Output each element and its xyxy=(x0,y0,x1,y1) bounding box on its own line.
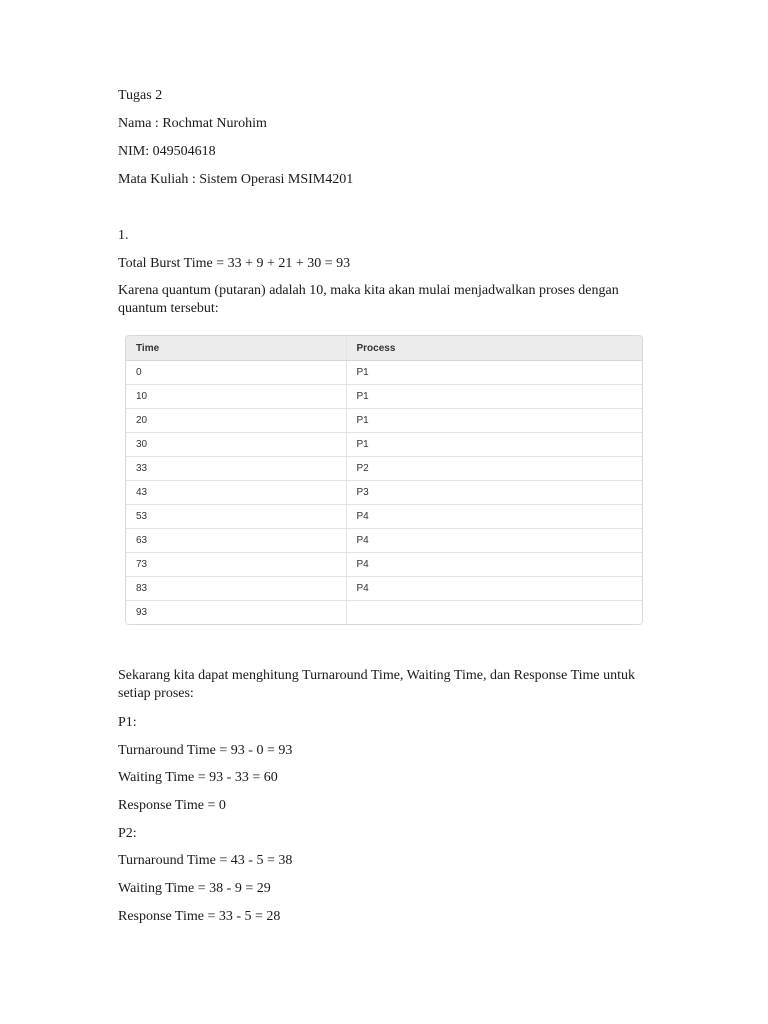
p2-label: P2: xyxy=(118,826,137,841)
table-row xyxy=(126,577,642,601)
calculation-intro: Sekarang kita dapat menghitung Turnaround Time, Waiting Time, dan Response Time untuk setiap proses: xyxy=(118,668,636,701)
table-row xyxy=(126,601,642,625)
time-cell: 30 xyxy=(126,433,346,457)
process-cell xyxy=(346,601,642,625)
process-cell: P4 xyxy=(346,505,642,529)
process-cell: P1 xyxy=(346,385,642,409)
process-cell: P1 xyxy=(346,433,642,457)
process-cell: P1 xyxy=(346,409,642,433)
p2-waiting-time: Waiting Time = 38 - 9 = 29 xyxy=(118,881,271,896)
time-cell: 0 xyxy=(126,361,346,385)
process-cell: P3 xyxy=(346,481,642,505)
p2-response-time: Response Time = 33 - 5 = 28 xyxy=(118,909,281,924)
p1-turnaround-time: Turnaround Time = 93 - 0 = 93 xyxy=(118,743,293,758)
process-cell: P4 xyxy=(346,529,642,553)
p1-label: P1: xyxy=(118,715,137,730)
time-cell: 53 xyxy=(126,505,346,529)
time-cell: 20 xyxy=(126,409,346,433)
time-cell: 33 xyxy=(126,457,346,481)
time-cell: 73 xyxy=(126,553,346,577)
column-header-time: Time xyxy=(126,336,346,361)
document-title: Tugas 2 xyxy=(118,88,163,103)
p1-response-time: Response Time = 0 xyxy=(118,798,226,813)
process-cell: P4 xyxy=(346,553,642,577)
student-name: Nama : Rochmat Nurohim xyxy=(118,116,267,131)
table-row xyxy=(126,385,642,409)
time-cell: 10 xyxy=(126,385,346,409)
table-header-row xyxy=(126,336,642,361)
time-cell: 83 xyxy=(126,577,346,601)
table-row xyxy=(126,409,642,433)
column-header-process: Process xyxy=(346,336,642,361)
time-cell: 93 xyxy=(126,601,346,625)
table-row xyxy=(126,529,642,553)
time-cell: 63 xyxy=(126,529,346,553)
table-row xyxy=(126,361,642,385)
table-row xyxy=(126,553,642,577)
quantum-intro: Karena quantum (putaran) adalah 10, maka kita akan mulai menjadwalkan proses dengan quantum tersebut: xyxy=(118,283,619,316)
table-row xyxy=(126,481,642,505)
total-burst-time: Total Burst Time = 33 + 9 + 21 + 30 = 93 xyxy=(118,256,351,271)
course-name: Mata Kuliah : Sistem Operasi MSIM4201 xyxy=(118,172,354,187)
schedule-table xyxy=(125,335,643,625)
student-nim: NIM: 049504618 xyxy=(118,144,216,159)
p2-turnaround-time: Turnaround Time = 43 - 5 = 38 xyxy=(118,853,293,868)
table-row xyxy=(126,433,642,457)
p1-waiting-time: Waiting Time = 93 - 33 = 60 xyxy=(118,770,278,785)
time-cell: 43 xyxy=(126,481,346,505)
process-cell: P4 xyxy=(346,577,642,601)
table-row xyxy=(126,457,642,481)
process-cell: P2 xyxy=(346,457,642,481)
question-number: 1. xyxy=(118,228,129,243)
table-row xyxy=(126,505,642,529)
process-cell: P1 xyxy=(346,361,642,385)
